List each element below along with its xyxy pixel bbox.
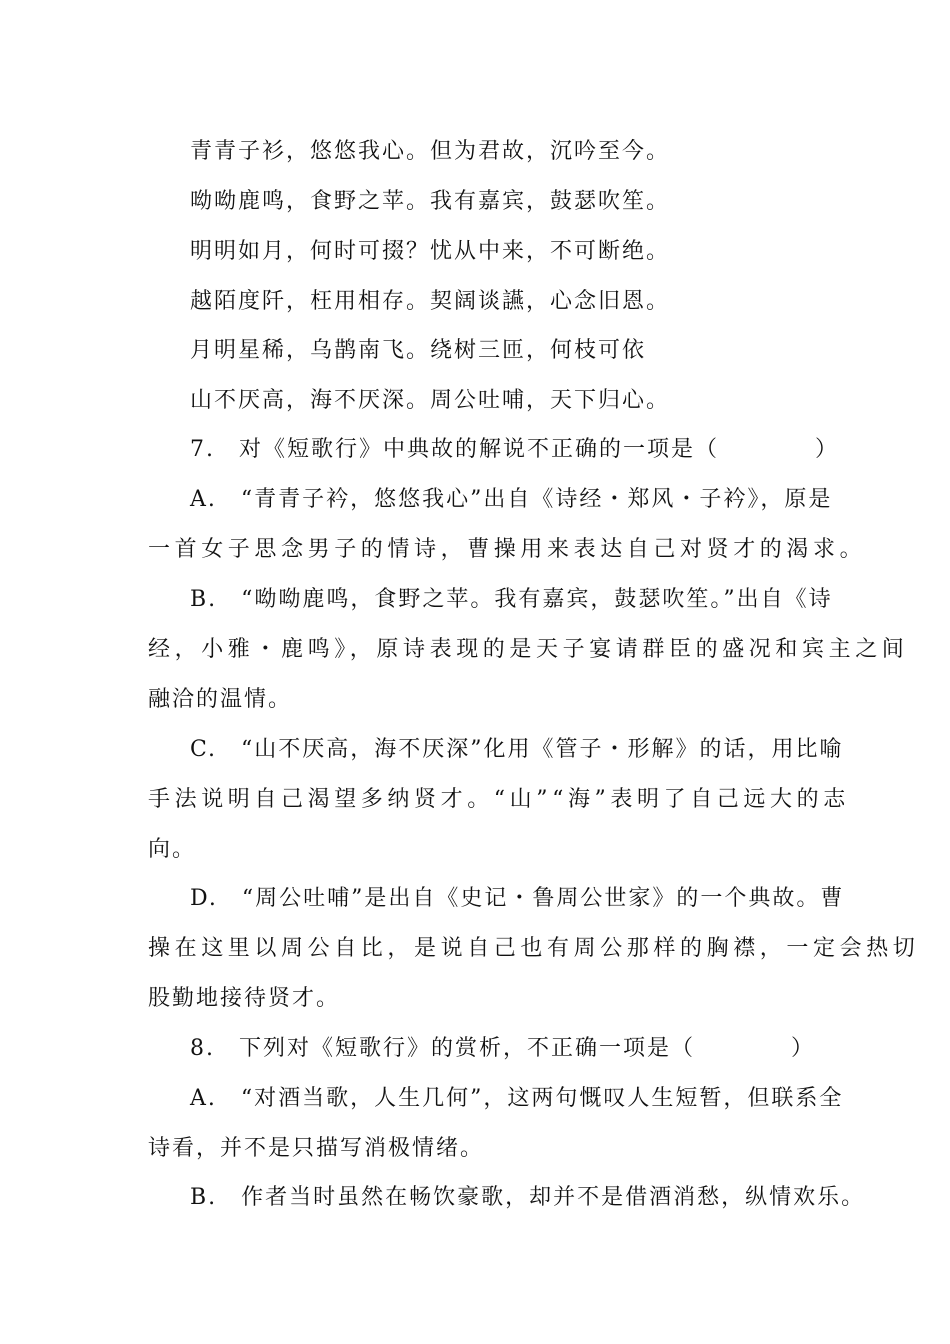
poem-line-2: 呦呦鹿鸣，食野之苹。我有嘉宾，鼓瑟吹笙。 xyxy=(190,189,671,214)
q7-option-b-line-2: 经，小雅・鹿鸣》，原诗表现的是天子宴请群臣的盛况和宾主之间 xyxy=(148,637,909,662)
q8-option-b-line-1: B. 作者当时虽然在畅饮豪歌，却并不是借酒消愁，纵情欢乐。 xyxy=(190,1185,866,1210)
poem-line-5: 月明星稀，乌鹊南飞。绕树三匝，何枝可依 xyxy=(190,338,647,363)
poem-line-6: 山不厌高，海不厌深。周公吐哺，天下归心。 xyxy=(190,388,671,413)
q7-option-c-line-3: 向。 xyxy=(148,837,197,862)
question-8-stem: 8. 下列对《短歌行》的赏析，不正确一项是（ ） xyxy=(190,1036,815,1061)
q7-option-a-line-1: A. “青青子衿，悠悠我心”出自《诗经・郑风・子衿》，原是 xyxy=(190,487,833,512)
q7-option-b-line-1: B. “呦呦鹿鸣，食野之苹。我有嘉宾，鼓瑟吹笙。”出自《诗 xyxy=(190,587,833,612)
question-7-stem: 7. 对《短歌行》中典故的解说不正确的一项是（ ） xyxy=(190,437,839,462)
q8-option-a-line-2: 诗看，并不是只描写消极情绪。 xyxy=(148,1136,485,1161)
q7-option-d-line-3: 股勤地接待贤才。 xyxy=(148,986,341,1011)
q7-option-a-line-2: 一首女子思念男子的情诗，曹操用来表达自己对贤才的渴求。 xyxy=(148,537,867,562)
poem-line-3: 明明如月，何时可掇？忧从中来，不可断绝。 xyxy=(190,239,671,264)
poem-line-4: 越陌度阡，枉用相存。契阔谈讌，心念旧恩。 xyxy=(190,289,671,314)
q7-option-d-line-2: 操在这里以周公自比，是说自己也有周公那样的胸襟，一定会热切 xyxy=(148,936,920,961)
q7-option-b-line-3: 融洽的温情。 xyxy=(148,687,293,712)
q7-option-c-line-2: 手法说明自己渴望多纳贤才。“山”“海”表明了自己远大的志 xyxy=(148,787,850,812)
q7-option-c-line-1: C. “山不厌高，海不厌深”化用《管子・形解》的话，用比喻 xyxy=(190,737,844,762)
q7-option-d-line-1: D. “周公吐哺”是出自《史记・鲁周公世家》的一个典故。曹 xyxy=(190,886,845,911)
poem-line-1: 青青子衫，悠悠我心。但为君故，沉吟至今。 xyxy=(190,139,671,164)
q8-option-a-line-1: A. “对酒当歌，人生几何”，这两句慨叹人生短暂，但联系全 xyxy=(190,1086,844,1111)
